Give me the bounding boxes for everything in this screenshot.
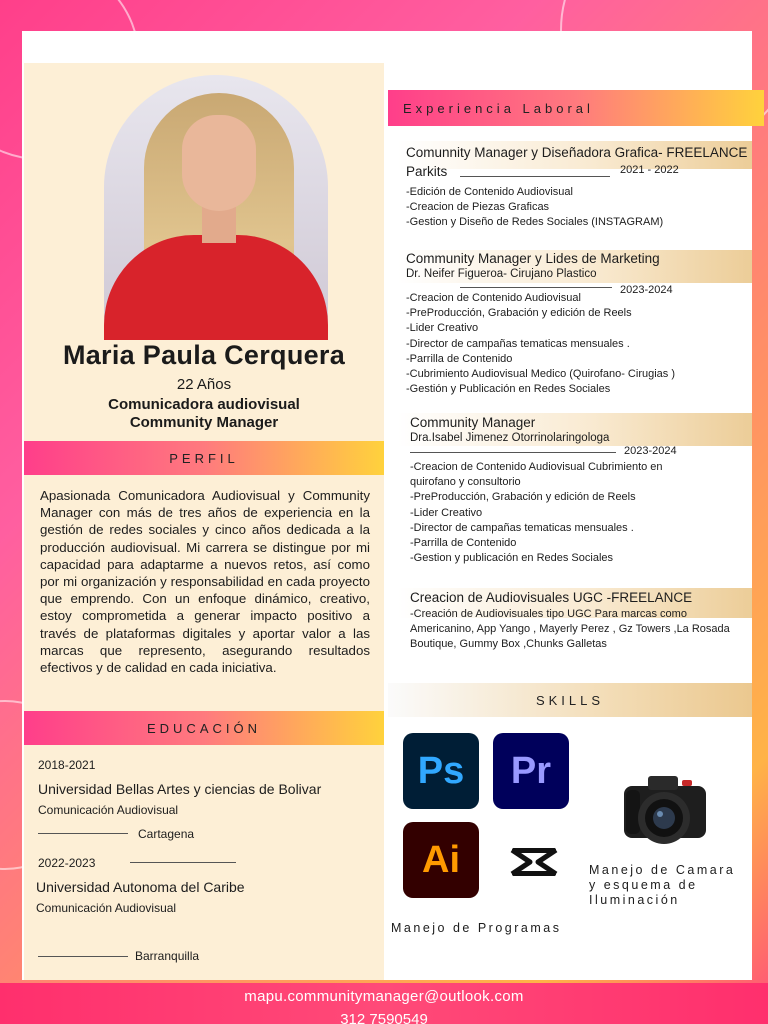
duty-item: -PreProducción, Grabación y edición de Reels — [406, 307, 632, 320]
duty-item: -Gestion y Diseño de Redes Sociales (INSTAGRAM) — [406, 216, 664, 229]
duty-item: -Parrilla de Contenido — [406, 352, 513, 365]
job-duties — [406, 185, 663, 231]
job-title: Comunnity Manager y Diseñadora Grafica- FREELANCE — [406, 145, 748, 160]
duty-item: -Creacion de Contenido Audiovisual Cubrimiento en — [410, 461, 663, 473]
person-name: Maria Paula Cerquera — [62, 340, 346, 370]
experience-section-title: Experiencia Laboral — [403, 100, 594, 116]
education-school: Universidad Autonoma del Caribe — [36, 879, 245, 895]
education-program: Comunicación Audiovisual — [38, 803, 179, 817]
camera-icon — [620, 768, 710, 850]
camera-skill-caption: Manejo de Camara y esquema de Iluminación — [589, 863, 736, 907]
job-date: 2023-2024 — [624, 445, 677, 457]
duty-item: Boutique, Gummy Box ,Chunks Galletas — [410, 638, 607, 651]
contact-email[interactable]: mapu.communitymanager@outlook.com — [244, 988, 524, 1005]
job-duties — [410, 460, 663, 566]
job-title: Creacion de Audiovisuales UGC -FREELANCE — [410, 590, 693, 605]
duty-item: -Cubrimiento Audiovisual Medico (Quirofano- Cirugias ) — [406, 368, 676, 381]
job-title: Community Manager — [410, 415, 536, 430]
photoshop-icon: Ps — [403, 733, 479, 809]
duty-item: -Creacion de Contenido Audiovisual — [406, 292, 581, 304]
job-company: Parkits — [406, 164, 448, 179]
profile-photo — [104, 75, 328, 340]
duty-item: Americanino, App Yango , Mayerly Perez , Gz Towers ,La Rosada — [410, 623, 730, 636]
divider-line — [460, 287, 612, 288]
education-years: 2022-2023 — [38, 856, 96, 870]
divider-line — [460, 176, 610, 177]
duty-item: -Lider Creativo — [410, 506, 483, 519]
person-age: 22 Años — [176, 376, 232, 393]
duty-item: -Creación de Audiovisuales tipo UGC Para marcas como — [410, 608, 687, 620]
experience-section-header — [388, 90, 764, 126]
programs-skill-caption: Manejo de Programas — [391, 921, 562, 935]
duty-item: -Parrilla de Contenido — [410, 537, 517, 550]
illustrator-icon: Ai — [403, 822, 479, 898]
contact-footer — [0, 983, 768, 1024]
education-school: Universidad Bellas Artes y ciencias de Bolivar — [38, 781, 322, 797]
job-date: 2023-2024 — [620, 284, 673, 296]
job-company: Dr. Neifer Figueroa- Cirujano Plastico — [406, 268, 597, 280]
profile-section-header: PERFIL — [24, 441, 384, 475]
divider-line — [38, 956, 128, 957]
duty-item: -PreProducción, Grabación y edición de Reels — [410, 491, 636, 504]
divider-line — [130, 862, 236, 863]
duty-item: -Gestion y publicación en Redes Sociales — [410, 552, 614, 565]
duty-item: -Director de campañas tematicas mensuales . — [406, 337, 630, 350]
education-program: Comunicación Audiovisual — [36, 901, 177, 915]
capcut-icon — [508, 842, 560, 882]
divider-line — [410, 452, 616, 453]
duty-item: -Lider Creativo — [406, 322, 479, 335]
job-duties — [410, 607, 730, 653]
job-date: 2021 - 2022 — [620, 164, 679, 176]
duty-item: quirofano y consultorio — [410, 476, 521, 489]
education-city: Barranquilla — [135, 949, 200, 963]
profile-summary: Apasionada Comunicadora Audiovisual y Community Manager con más de tres años de experiencia en la gestión de redes sociales y cinco años dedicada a la producción audiovisual. Mi carrera se distingue por mi capacidad para adaptarme a nuevos retos, así como por mi organización y responsabilidad en cada proyecto que emprendo. Con un enfoque dinámico, creativo, estoy comprometida a generar impacto positivo a través de plataformas digitales y aportar valor a las marcas que represento, asegurando resultados efectivos y de calidad en cada iniciativa. — [40, 488, 370, 676]
person-role: Comunicadora audiovisual — [108, 396, 300, 413]
job-title: Community Manager y Lides de Marketing — [406, 251, 660, 266]
duty-item: -Gestión y Publicación en Redes Sociales — [406, 383, 611, 396]
divider-line — [38, 833, 128, 834]
duty-item: -Creacion de Piezas Graficas — [406, 201, 550, 214]
job-company: Dra.Isabel Jimenez Otorrinolaringologa — [410, 432, 610, 444]
education-city: Cartagena — [138, 827, 195, 841]
education-years: 2018-2021 — [38, 758, 96, 772]
duty-item: -Director de campañas tematicas mensuales . — [410, 521, 634, 534]
person-role: Community Manager — [129, 414, 279, 431]
job-duties — [406, 291, 675, 397]
education-section-header: EDUCACIÓN — [24, 711, 384, 745]
contact-phone[interactable]: 312 7590549 — [340, 1011, 428, 1024]
premiere-icon: Pr — [493, 733, 569, 809]
skills-section-header: SKILLS — [388, 683, 752, 717]
duty-item: -Edición de Contenido Audiovisual — [406, 186, 573, 198]
